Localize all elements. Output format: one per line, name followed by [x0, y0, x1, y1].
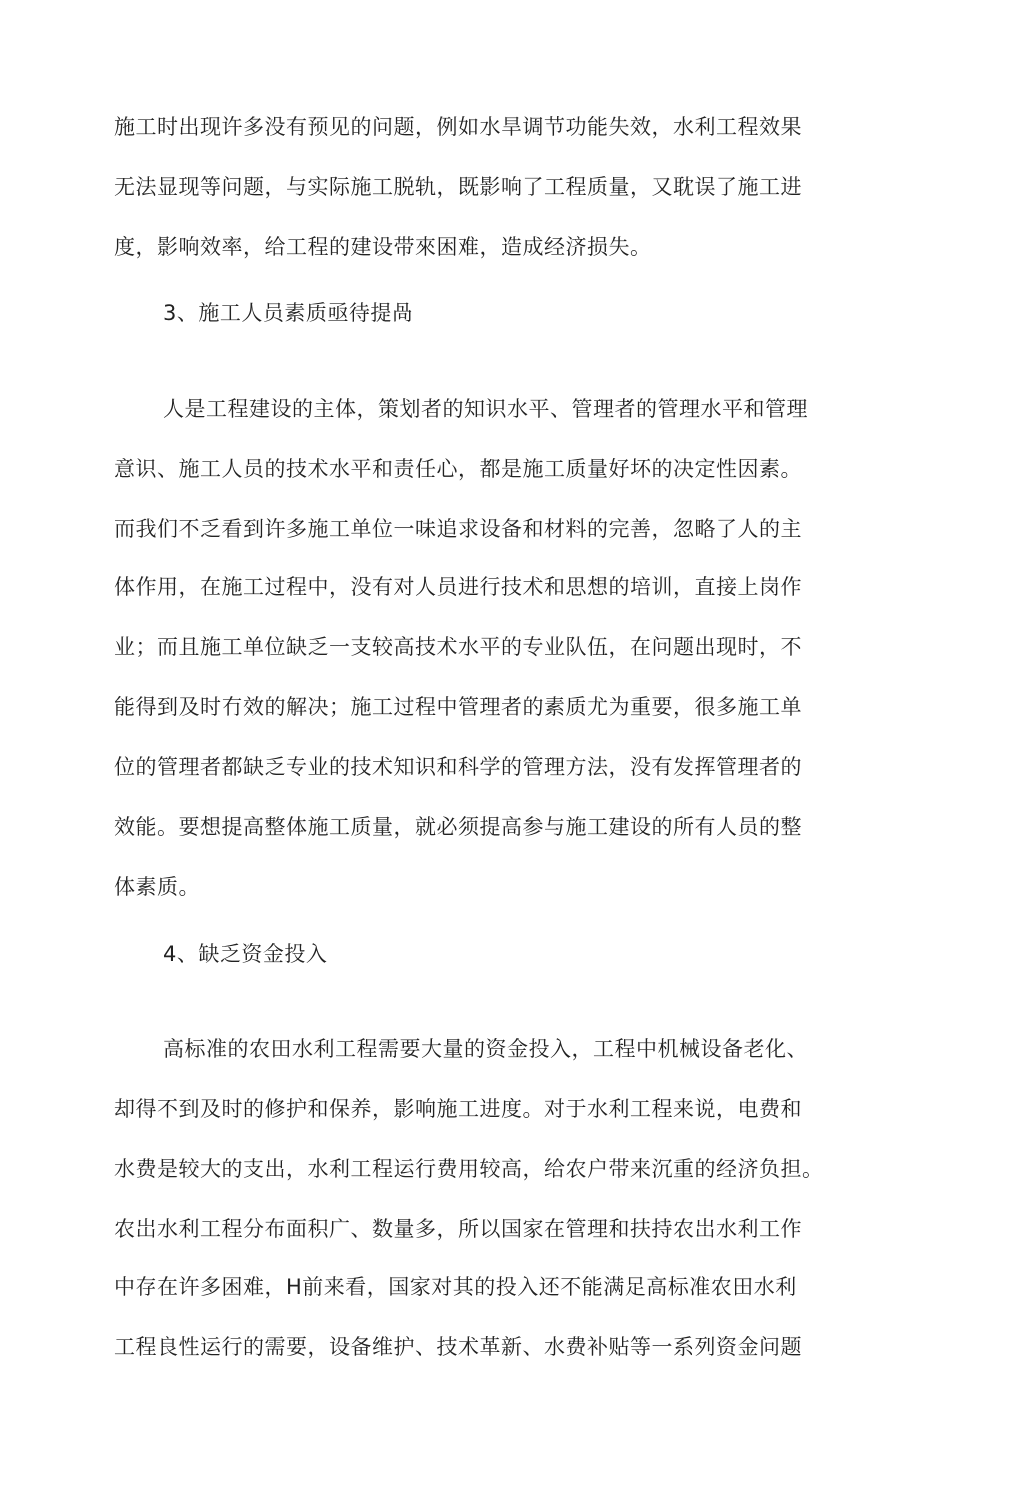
paragraph-line: 体素质。 [114, 875, 200, 899]
paragraph-line: 施工时出现许多没有预见的问题，例如水旱调节功能失效，水利工程效果 [114, 115, 802, 139]
paragraph-line: 效能。要想提高整体施工质量，就必须提高参与施工建设的所有人员的整 [114, 815, 802, 839]
paragraph-line: 农岀水利工程分布面积广、数量多，所以国家在管理和扶持农岀水利工作 [114, 1217, 802, 1241]
paragraph-line: 人是工程建设的主体，策划者的知识水平、管理者的管理水平和管理 [163, 397, 808, 421]
section-heading: 3、施工人员素质亟待提咼 [163, 301, 414, 325]
paragraph-line: 而我们不乏看到许多施工单位一味追求设备和材料的完善，忽略了人的主 [114, 517, 802, 541]
paragraph-line: 度，影响效率，给工程的建设带來困难，造成经济损失。 [114, 235, 652, 259]
paragraph-line: 位的管理者都缺乏专业的技术知识和科学的管理方法，没有发挥管理者的 [114, 755, 802, 779]
paragraph-line: 中存在许多困难，H前来看，国家对其的投入还不能满足高标准农田水利 [114, 1275, 797, 1299]
paragraph-line: 无法显现等问题，与实际施工脱轨，既影响了工程质量，又耽误了施工进 [114, 175, 802, 199]
paragraph-line: 业；而且施工单位缺乏一支较高技术水平的专业队伍，在问题出现时，不 [114, 635, 802, 659]
paragraph-line: 意识、施工人员的技术水平和责任心，都是施工质量好坏的决定性因素。 [114, 457, 802, 481]
paragraph-line: 高标准的农田水利工程需要大量的资金投入，工程中机械设备老化、 [163, 1037, 808, 1061]
paragraph-line: 却得不到及时的修护和保养，影响施工进度。对于水利工程来说，电费和 [114, 1097, 802, 1121]
paragraph-line: 工程良性运行的需要，设备维护、技术革新、水费补贴等一系列资金问题 [114, 1335, 802, 1359]
paragraph-line: 水费是较大的支出，水利工程运行费用较高，给农户带来沉重的经济负担。 [114, 1157, 824, 1181]
paragraph-line: 能得到及时冇效的解决；施工过程中管理者的素质尤为重要，很多施工单 [114, 695, 802, 719]
section-heading: 4、缺乏资金投入 [163, 942, 328, 966]
paragraph-line: 体作用，在施工过程中，没有对人员进行技术和思想的培训，直接上岗作 [114, 575, 802, 599]
